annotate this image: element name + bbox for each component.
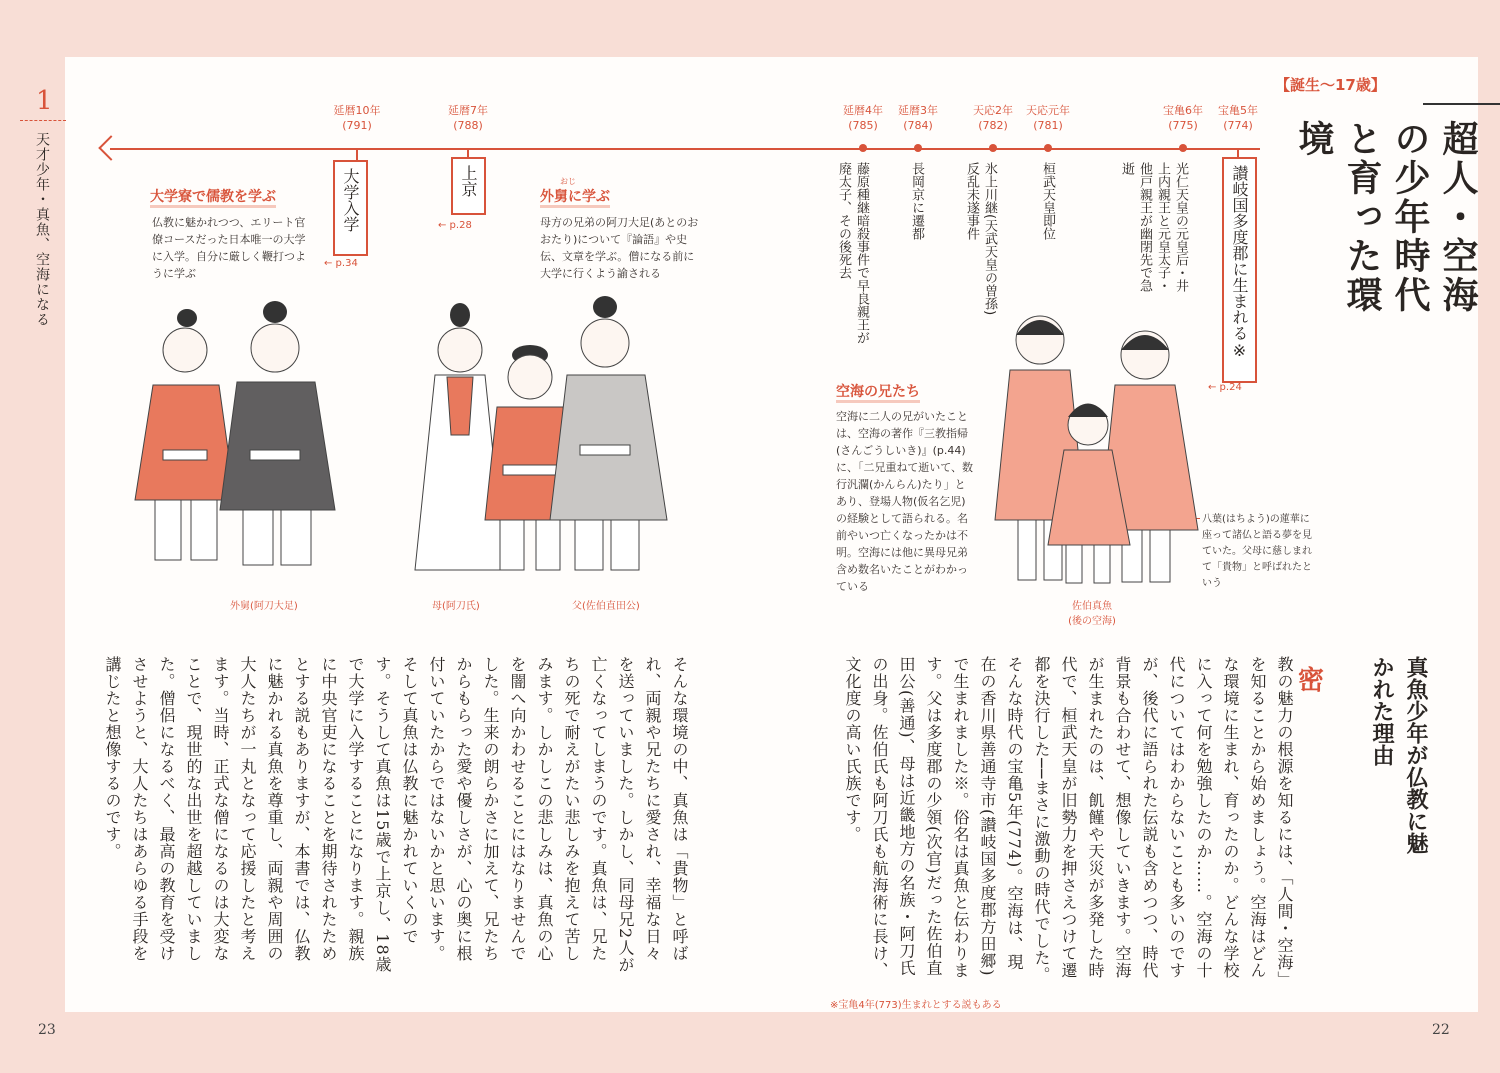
timeline-date: [1013, 103, 1083, 133]
timeline-year: (788): [453, 119, 483, 132]
note-text-daigaku: 仏教に魅かれつつ、エリート官僚コースだった日本唯一の大学に入学。自分に厳しく鞭打つように学ぶ: [152, 216, 306, 280]
note-text-gaikyu: 母方の兄弟の阿刀大足(あとのおおたり)について『論語』や史伝、文章を学ぶ。僧になる前に大学に行くよう諭される: [540, 216, 699, 280]
timeline-era: 延暦10年: [333, 104, 381, 117]
timeline-year: (785): [848, 119, 878, 132]
page-title: 超人・空海の少年時代と育った環境: [1293, 120, 1479, 315]
timeline-year: (784): [903, 119, 933, 132]
body-text-left: そんな環境の中、真魚は「貴物」と呼ばれ、両親や兄たちに愛され、幸福な日々を送っていました。しかし、同母兄2人が亡くなってしまうのです。真魚は、兄たちの死で耐えがたい悲しみを抱えて苦しみます。しかしこの悲しみは、真魚の心を闇へ向かわせることにはなりませんでした。生来の朗らかさに加えて、兄たちからもらった愛や優しさが、心の奥に根付いていたからではないかと思います。そして真魚は仏教に魅かれていくのです。そうして真魚は15歳で上京し、18歳で大学に入学することになります。親族に中央官吏になることを期待されたためとする説もありますが、本書では、仏教に魅かれる真魚を尊重し、両親や周囲の大人たちが一丸となって応援したと考えます。当時、正式な僧になるのは大変なことで、現世的な出世を超越していました。僧侶になるべく、最高の教育を受けさせようと、大人たちはあらゆる手段を講じたと想像するのです。: [103, 656, 689, 974]
timeline-era: 延暦4年: [843, 104, 883, 117]
page-number-left: 23: [38, 1022, 56, 1038]
timeline-event: 長岡京に遷都: [909, 162, 924, 240]
timeline-year: (775): [1168, 119, 1198, 132]
note-text-hachiyo: 八葉(はちよう)の蓮華に座って諸仏と語る夢を見ていた。父母に慈しまれて「貴物」と呼ばれたという: [1202, 514, 1312, 589]
father-figure: [550, 296, 667, 570]
note-text-brothers: 空海に二人の兄がいたことは、空海の著作『三教指帰(さんごうしいき)』(p.44)に、「二兄重ねて逝いて、数行汎瀾(かんらん)たり」とあり、登場人物(仮名乞児)の経験として語られる。名前やいつ亡くなったかは不明。空海には他に異母兄弟含め数名いたことがわかっている: [836, 410, 974, 593]
mother-figure: [415, 303, 505, 570]
page-ref-link[interactable]: ← p.34: [324, 258, 358, 269]
footnote: ※宝亀4年(773)生まれとする説もある: [830, 1000, 1002, 1011]
timeline-event: 光仁天皇の元皇后・井上内親王と元皇太子・他戸親王が幽閉先で急逝: [1119, 162, 1188, 292]
note-title-daigaku: [150, 186, 276, 206]
timeline-date: [1203, 103, 1273, 133]
timeline-date: [433, 103, 503, 133]
caption-mao: [1062, 597, 1122, 627]
timeline-era: 宝亀6年: [1163, 104, 1203, 117]
timeline-dot: [914, 144, 922, 152]
timeline-dot: [989, 144, 997, 152]
subtitle: 真魚少年が仏教に魅かれた理由: [1369, 656, 1429, 854]
timeline-date: [322, 103, 392, 133]
event-box-move-to-capital: 上京: [451, 157, 486, 215]
boy-figure: [135, 309, 235, 560]
caption-father: 父(佐伯直田公): [572, 601, 640, 612]
event-box-birth: 讃岐国多度郡に生まれる※: [1222, 157, 1257, 383]
illustration-family: [405, 295, 675, 590]
note-title-gaikyu: [540, 186, 610, 206]
caption-mother: 母(阿刀氏): [432, 601, 480, 612]
timeline-axis: [110, 148, 1260, 150]
page-number-right: 22: [1432, 1022, 1450, 1038]
chapter-number: 1: [36, 86, 53, 116]
note-title-text: 空海の兄たち: [836, 384, 920, 403]
chapter-title: 天才少年・真魚、空海になる: [34, 132, 50, 327]
timeline-era: 延暦3年: [898, 104, 938, 117]
timeline-era: 宝亀5年: [1218, 104, 1258, 117]
timeline-date: [883, 103, 953, 133]
note-title-text: 大学寮で儒教を学ぶ: [150, 189, 276, 208]
illustration-uncle-and-boy: [125, 290, 345, 590]
timeline-year: (782): [978, 119, 1008, 132]
timeline-event: 氷上川継(天武天皇の曽孫)反乱未遂事件: [964, 162, 997, 316]
timeline-event: 藤原種継暗殺事件で早良親王が廃太子、その後死去: [836, 162, 869, 344]
drop-cap: 密: [1298, 666, 1325, 696]
timeline-era: 天応元年: [1026, 104, 1070, 117]
timeline-year: (791): [342, 119, 372, 132]
timeline-event: 桓武天皇即位: [1040, 162, 1055, 240]
timeline-dot: [1179, 144, 1187, 152]
timeline-era: 延暦7年: [448, 104, 488, 117]
caption-uncle: 外舅(阿刀大足): [230, 601, 298, 612]
ruby-text: おじ: [560, 177, 576, 186]
chapter-divider: [20, 120, 66, 121]
timeline-era: 天応2年: [973, 104, 1013, 117]
section-tag: 【誕生〜17歳】: [1275, 76, 1386, 94]
timeline-dot: [859, 144, 867, 152]
caption-mao-sub: (後の空海): [1068, 616, 1116, 627]
uncle-figure: [220, 301, 335, 565]
section-tag-rule: [1423, 103, 1500, 105]
event-box-university: 大学入学: [333, 160, 368, 256]
timeline-dot: [1044, 144, 1052, 152]
timeline-year: (774): [1223, 119, 1253, 132]
page-ref-link[interactable]: ← p.24: [1208, 382, 1242, 393]
note-title-text: 外舅に学ぶ: [540, 189, 610, 208]
body-text-right: 教の魅力の根源を知るには、「人間・空海」を知ることから始めましょう。空海はどんな環境に生まれ、育ったのか。どんな学校に入って何を勉強したのか……。空海の十代についてはわからないことも多いのですが、後代に語られた伝説も含めつつ、時代背景も合わせて、想像していきます。空海が生まれたのは、飢饉や天災が多発した時代で、桓武天皇が旧勢力を押さえつけて遷都を決行した──まさに激動の時代でした。そんな時代の宝亀5年(774)。空海は、現在の香川県善通寺市(讃岐国多度郡方田郷)で生まれました※。俗名は真魚と伝わります。父は多度郡の少領(次官)だった佐伯直田公(善通)、母は近畿地方の名族・阿刀氏の出身。佐伯氏も阿刀氏も航海術に長け、文化度の高い氏族です。: [843, 656, 1294, 984]
caption-mao-name: 佐伯真魚: [1072, 601, 1112, 612]
timeline-year: (781): [1033, 119, 1063, 132]
note-title-brothers: [836, 381, 920, 401]
illustration-children: [990, 305, 1205, 590]
page-ref-link[interactable]: ← p.28: [438, 220, 472, 231]
